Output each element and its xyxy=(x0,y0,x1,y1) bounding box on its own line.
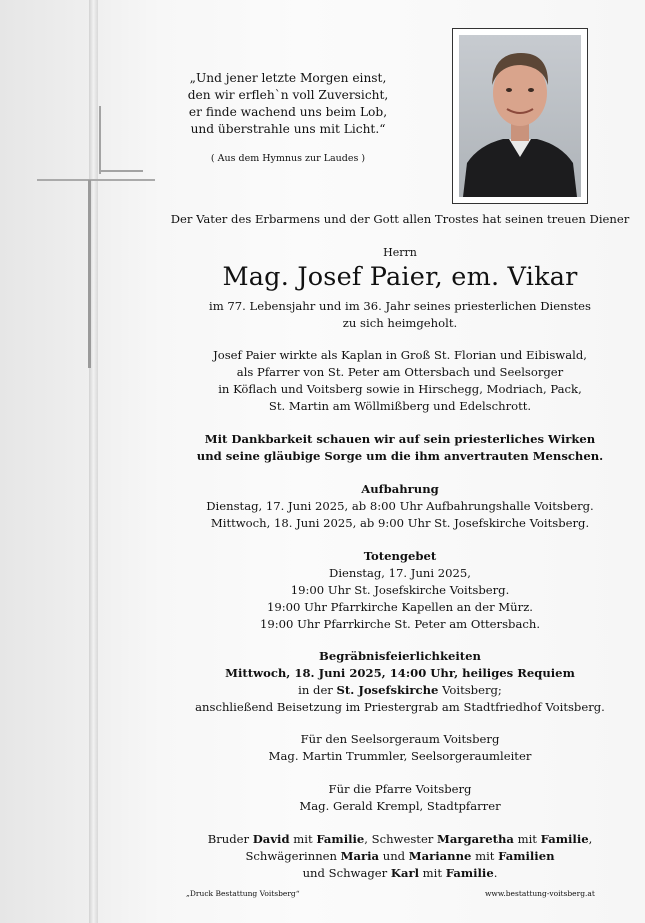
totengebet-line-3: 19:00 Uhr Pfarrkirche Kapellen an der Mürz. xyxy=(267,600,533,614)
begraebnis-line-1: Mittwoch, 18. Juni 2025, 14:00 Uhr, heiliges Requiem xyxy=(225,666,575,680)
age-line-1: im 77. Lebensjahr und im 36. Jahr seines priesterlichen Dienstes xyxy=(209,299,591,313)
totengebet-line-2: 19:00 Uhr St. Josefskirche Voitsberg. xyxy=(290,583,510,597)
quote-source: ( Aus dem Hymnus zur Laudes ) xyxy=(210,153,366,164)
signer-2-name: Mag. Gerald Krempl, Stadtpfarrer xyxy=(299,799,501,813)
signer-1-for: Für den Seelsorgeraum Voitsberg xyxy=(300,732,500,746)
portrait-frame xyxy=(452,28,588,204)
bio-line-1: Josef Paier wirkte als Kaplan in Groß St. Florian und Eibiswald, xyxy=(213,348,587,362)
footer-printer: „Druck Bestattung Voitsberg“ xyxy=(186,889,300,898)
begraebnis-line-3: anschließend Beisetzung im Priestergrab am Stadtfriedhof Voitsberg. xyxy=(195,700,605,714)
family-line-1: Bruder David mit Familie, Schwester Margaretha mit Familie, xyxy=(207,832,593,846)
thanks-line-2: und seine gläubige Sorge um die ihm anvertrauten Menschen. xyxy=(196,449,604,463)
bio-line-3: in Köflach und Voitsberg sowie in Hirschegg, Modriach, Pack, xyxy=(218,382,582,396)
cross-horizontal xyxy=(37,179,155,181)
totengebet-line-1: Dienstag, 17. Juni 2025, xyxy=(329,566,471,580)
totengebet-line-4: 19:00 Uhr Pfarrkirche St. Peter am Ottersbach. xyxy=(259,617,541,631)
deceased-name: Mag. Josef Paier, em. Vikar xyxy=(222,262,578,292)
portrait-photo xyxy=(459,35,581,197)
begraebnis-line-2: in der St. Josefskirche Voitsberg; xyxy=(298,683,502,697)
thanks-line-1: Mit Dankbarkeit schauen wir auf sein priesterliches Wirken xyxy=(204,432,596,446)
footer-website: www.bestattung-voitsberg.at xyxy=(485,889,595,898)
aufbahrung-line-1: Dienstag, 17. Juni 2025, ab 8:00 Uhr Aufbahrungshalle Voitsberg. xyxy=(206,499,594,513)
family-line-3: und Schwager Karl mit Familie. xyxy=(302,866,498,880)
salutation: Herrn xyxy=(383,246,417,259)
hymn-quote: „Und jener letzte Morgen einst, den wir erfleh`n voll Zuversicht, er finde wachend uns beim Lob, und überstrahle uns mit Licht.“ xyxy=(187,71,389,136)
age-line-2: zu sich heimgeholt. xyxy=(342,316,458,330)
aufbahrung-title: Aufbahrung xyxy=(361,482,439,496)
aufbahrung-line-2: Mittwoch, 18. Juni 2025, ab 9:00 Uhr St. Josefskirche Voitsberg. xyxy=(210,516,590,530)
intro-text: Der Vater des Erbarmens und der Gott allen Trostes hat seinen treuen Diener xyxy=(170,212,630,226)
cross-vertical xyxy=(88,180,91,368)
background-bar xyxy=(89,0,98,923)
begraebnis-title: Begräbnisfeierlichkeiten xyxy=(319,649,481,663)
totengebet-title: Totengebet xyxy=(363,549,437,563)
bio-line-2: als Pfarrer von St. Peter am Ottersbach und Seelsorger xyxy=(236,365,564,379)
signer-2-for: Für die Pfarre Voitsberg xyxy=(328,782,472,796)
family-line-2: Schwägerinnen Maria und Marianne mit Familien xyxy=(245,849,555,863)
signer-1-name: Mag. Martin Trummler, Seelsorgeraumleiter xyxy=(268,749,532,763)
bio-line-4: St. Martin am Wöllmißberg und Edelschrott. xyxy=(268,399,532,413)
cross-shadow-vertical xyxy=(99,106,101,174)
portrait-illustration xyxy=(459,35,581,197)
cross-shadow-horizontal xyxy=(99,170,143,172)
